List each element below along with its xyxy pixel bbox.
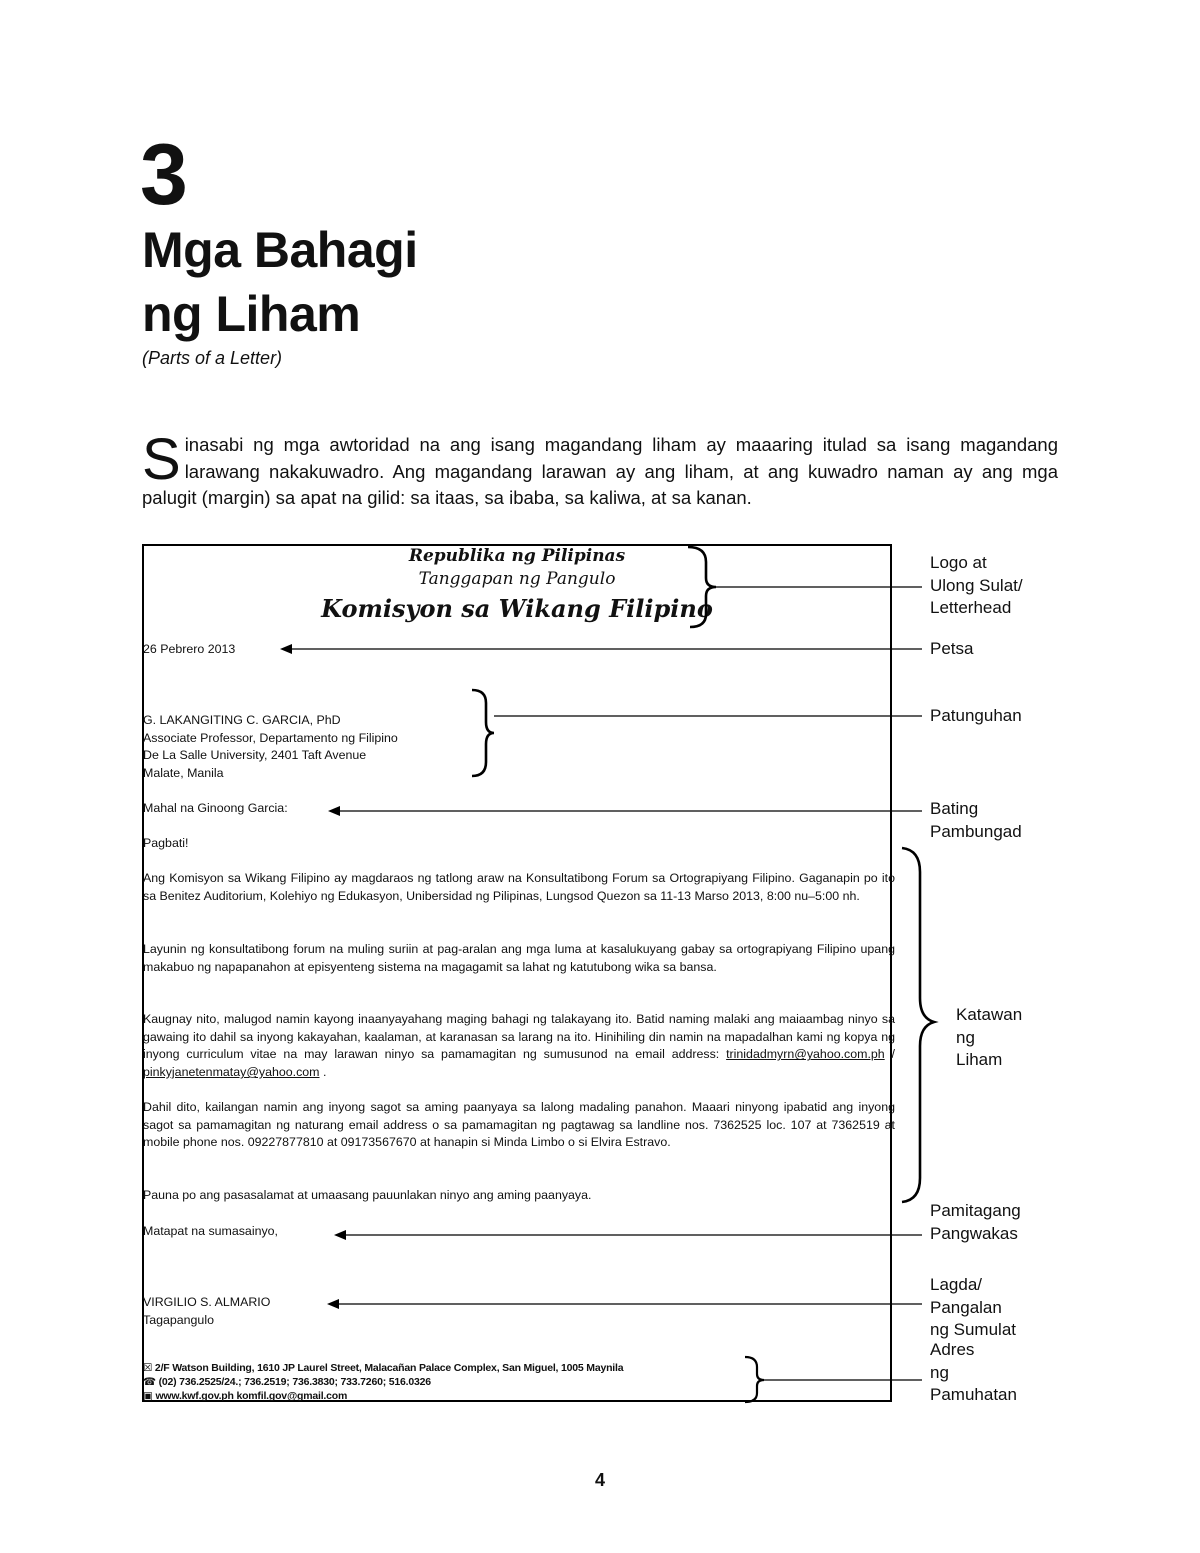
bating-arrowhead (328, 806, 340, 816)
chapter-title-line2: ng Liham (142, 286, 361, 342)
label-pamitagang-line2: Pangwakas (930, 1223, 1018, 1243)
label-adres-line1: Adres (930, 1340, 975, 1359)
label-katawan-line1: Katawan (956, 1005, 1023, 1024)
label-adres-line3: Pamuhatan (930, 1385, 1017, 1404)
drop-cap: S (142, 427, 181, 492)
body-paragraph-3-text: Kaugnay nito, malugod namin kayong inaanyayahang maging bahagi ng talakayang ito. Batid naming malaki ang maiaambag ninyo sa gawaing ito dahil sa inyong kakayahan, kaalaman, at karanasan sa larang na ito. Hinihiling din namin na mapadalhan kami ng kopya ng inyong curriculum vitae na may larawan ninyo sa pamamagitan ng sumusunod na email address: (143, 1012, 895, 1062)
footer-phone: ☎ (02) 736.2525/24.; 736.2519; 736.3830; 733.7260; 516.0326 (143, 1376, 431, 1388)
label-logo-line1: Logo at (930, 553, 987, 572)
recipient-name: G. LAKANGITING C. GARCIA, PhD (143, 713, 341, 727)
closing: Matapat na sumasainyo, (143, 1224, 278, 1238)
email-end: . (319, 1065, 327, 1080)
label-patunguhan: Patunguhan (930, 706, 1022, 725)
signatory-name: VIRGILIO S. ALMARIO (143, 1295, 271, 1309)
letterhead-brace (688, 547, 716, 627)
letterhead-commission: Komisyon sa Wikang Filipino (321, 594, 713, 623)
adres-brace (745, 1357, 764, 1402)
page-number: 4 (594, 1470, 605, 1490)
body-paragraph-4: Dahil dito, kailangan namin ang inyong sagot sa aming paanyaya sa lalong madaling panahon. Maaari ninyong ipabatid ang inyong sagot sa pamamagitan ng naturang email address o sa pamamagitan ng pagtawag sa landline nos. 7362525 loc. 107 at 7362519 at mobile phone nos. 09227877810 at 09173567670 at hanapin si Minda Limbo o si Elvira Estravo. (143, 1100, 895, 1150)
body-paragraph-2: Layunin ng konsultatibong forum na muling suriin at pag-aralan ang mga luma at kasalukuyang gabay sa ortograpiyang Filipino upang makabuo ng napapanahon at episyenteng sistema na magagamit sa lahat ng katutubong wika sa bansa. (143, 942, 895, 974)
intro-text: inasabi ng mga awtoridad na ang isang magandang liham ay maaaring itulad sa isang magandang larawang nakakuwadro. Ang magandang larawan ay ang liham, at ang kuwadro naman ay ang mga palugit (margin) sa apat na gilid: sa itaas, sa ibaba, sa kaliwa, at sa kanan. (142, 434, 1058, 508)
label-lagda-line3: ng Sumulat (930, 1320, 1016, 1339)
label-katawan-line2: ng (956, 1027, 975, 1047)
chapter-subtitle: (Parts of a Letter) (142, 348, 283, 368)
recipient-address: De La Salle University, 2401 Taft Avenue (143, 748, 367, 762)
email-link-2[interactable]: pinkyjanetenmatay@yahoo.com (143, 1065, 320, 1080)
label-lagda-line1: Lagda/ (930, 1275, 982, 1294)
label-bating-line2: Pambungad (930, 821, 1022, 841)
label-katawan-line3: Liham (956, 1050, 1003, 1069)
pamitagang-arrowhead (334, 1230, 346, 1240)
katawan-brace (902, 848, 934, 1202)
email-separator: / (884, 1047, 895, 1062)
label-bating-line1: Bating (930, 799, 979, 818)
label-petsa: Petsa (930, 639, 974, 658)
label-adres-line2: ng (930, 1362, 949, 1382)
label-logo-line2: Ulong Sulat/ (930, 575, 1023, 595)
email-link-1[interactable]: trinidadmyrn@yahoo.com.ph (726, 1047, 885, 1062)
letterhead-republic: Republika ng Pilipinas (408, 546, 626, 566)
label-logo-line3: Letterhead (930, 598, 1012, 617)
label-lagda-line2: Pangalan (930, 1297, 1002, 1317)
footer-web: ▣ www.kwf.gov.ph komfil.gov@gmail.com (143, 1390, 348, 1402)
recipient-position: Associate Professor, Departamento ng Filipino (143, 730, 398, 745)
body-paragraph-1: Ang Komisyon sa Wikang Filipino ay magdaraos ng tatlong araw na Konsultatibong Forum sa Ortograpiyang Filipino. Gaganapin po ito sa Benitez Auditorium, Kolehiyo ng Edukasyon, Unibersidad ng Pilipinas, Lungsod Quezon sa 11-13 Marso 2013, 8:00 nu–5:00 nh. (143, 871, 895, 903)
signatory-title: Tagapangulo (143, 1313, 214, 1327)
salutation: Mahal na Ginoong Garcia: (143, 801, 288, 815)
chapter-number: 3 (140, 127, 187, 223)
letter-date: 26 Pebrero 2013 (143, 642, 236, 656)
label-pamitagang-line1: Pamitagang (930, 1201, 1021, 1220)
body-paragraph-5: Pauna po ang pasasalamat at umaasang pauunlakan ninyo ang aming paanyaya. (143, 1188, 592, 1202)
lagda-arrowhead (327, 1299, 339, 1309)
recipient-city: Malate, Manila (143, 765, 224, 780)
chapter-title-line1: Mga Bahagi (142, 222, 418, 278)
greeting: Pagbati! (143, 836, 189, 850)
letterhead-office: Tanggapan ng Pangulo (418, 569, 616, 589)
patunguhan-brace (472, 690, 494, 776)
footer-address: ☒ 2/F Watson Building, 1610 JP Laurel Street, Malacañan Palace Complex, San Miguel, 1005 Maynila (143, 1362, 624, 1374)
petsa-arrowhead (280, 644, 292, 654)
